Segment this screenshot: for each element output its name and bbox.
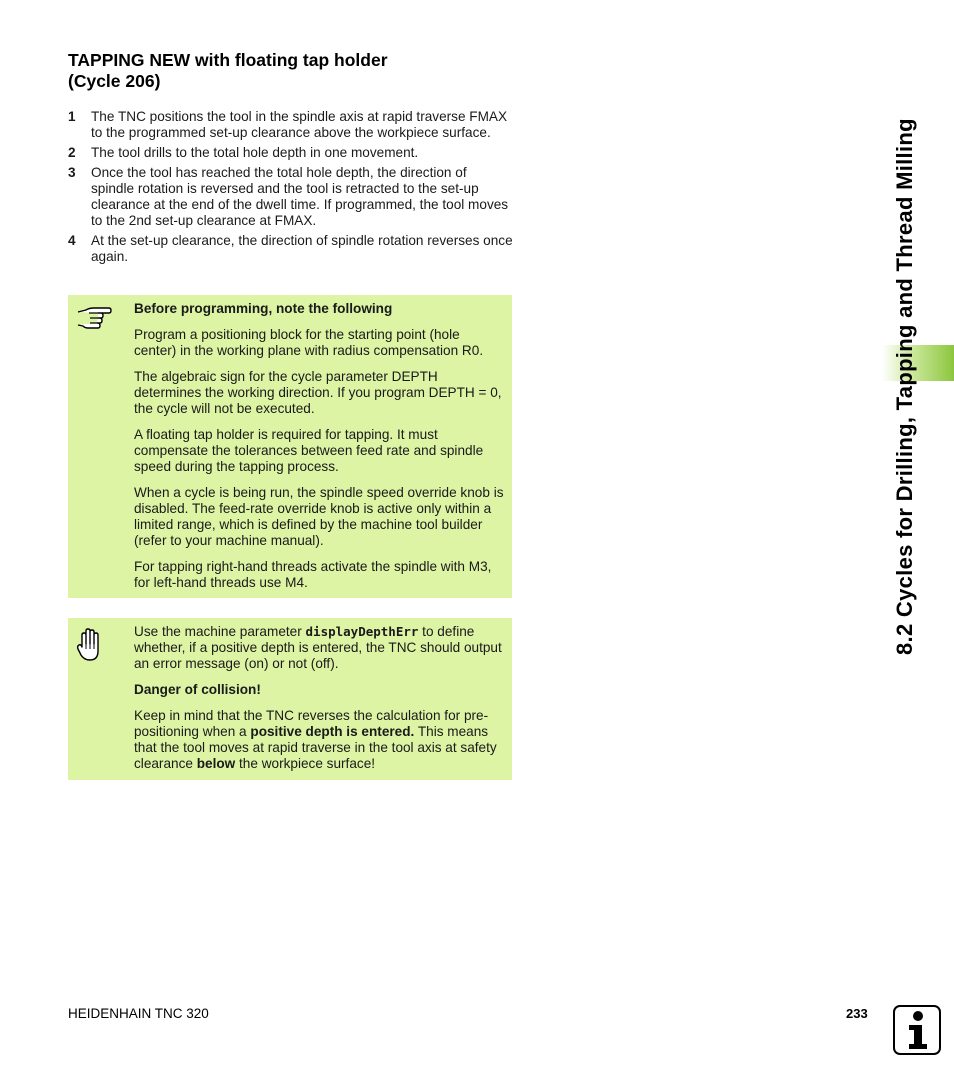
note-heading: Before programming, note the following <box>134 301 393 316</box>
step-number: 3 <box>68 165 76 180</box>
section-title <box>68 50 508 92</box>
info-icon <box>893 1005 941 1055</box>
note-paragraph: For tapping right-hand threads activate the spindle with M3, for left-hand threads use M4. <box>134 559 492 590</box>
step-text: At the set-up clearance, the direction of spindle rotation reverses once again. <box>91 233 513 264</box>
programming-note-box <box>68 295 512 598</box>
machine-parameter-code: displayDepthErr <box>305 624 419 639</box>
steps-list <box>68 109 513 269</box>
pointing-hand-icon <box>76 304 112 337</box>
raised-hand-icon <box>76 627 102 668</box>
step-item <box>68 109 513 141</box>
note-paragraph: When a cycle is being run, the spindle speed override knob is disabled. The feed-rate override knob is active only within a limited range, which is defined by the machine tool builder (refer to your machine manual). <box>134 485 504 548</box>
note-paragraph: The algebraic sign for the cycle parameter DEPTH determines the working direction. If you program DEPTH = 0, the cycle will not be executed. <box>134 369 502 416</box>
title-line-1: TAPPING NEW with floating tap holder <box>68 50 388 70</box>
step-text: The TNC positions the tool in the spindle axis at rapid traverse FMAX to the programmed set-up clearance above the workpiece surface. <box>91 109 508 140</box>
page-number: 233 <box>846 1006 868 1021</box>
title-line-2: (Cycle 206) <box>68 71 161 91</box>
note-paragraph: Keep in mind that the TNC reverses the calculation for pre-positioning when a positive depth is entered. This means that the tool moves at rapid traverse in the tool axis at safety clearance below the workpiece surface! <box>134 708 497 771</box>
caution-note-box <box>68 618 512 780</box>
footer-product: HEIDENHAIN TNC 320 <box>68 1006 209 1021</box>
step-number: 4 <box>68 233 76 248</box>
chapter-side-title: 8.2 Cycles for Drilling, Tapping and Thread Milling <box>892 118 917 655</box>
note-paragraph: Use the machine parameter displayDepthErr to define whether, if a positive depth is entered, the TNC should output an error message (on) or not (off). <box>134 624 502 671</box>
step-text: The tool drills to the total hole depth in one movement. <box>91 145 419 160</box>
step-item <box>68 233 513 265</box>
step-text: Once the tool has reached the total hole depth, the direction of spindle rotation is reversed and the tool is retracted to the set-up clearance at the end of the dwell time. If programmed, the tool moves to the 2nd set-up clearance at FMAX. <box>91 165 509 228</box>
step-item <box>68 145 513 161</box>
step-number: 2 <box>68 145 76 160</box>
note-paragraph: A floating tap holder is required for tapping. It must compensate the tolerances between feed rate and spindle speed during the tapping process. <box>134 427 484 474</box>
note-heading: Danger of collision! <box>134 682 261 697</box>
note-paragraph: Program a positioning block for the starting point (hole center) in the working plane with radius compensation R0. <box>134 327 484 358</box>
step-item <box>68 165 513 229</box>
step-number: 1 <box>68 109 76 124</box>
